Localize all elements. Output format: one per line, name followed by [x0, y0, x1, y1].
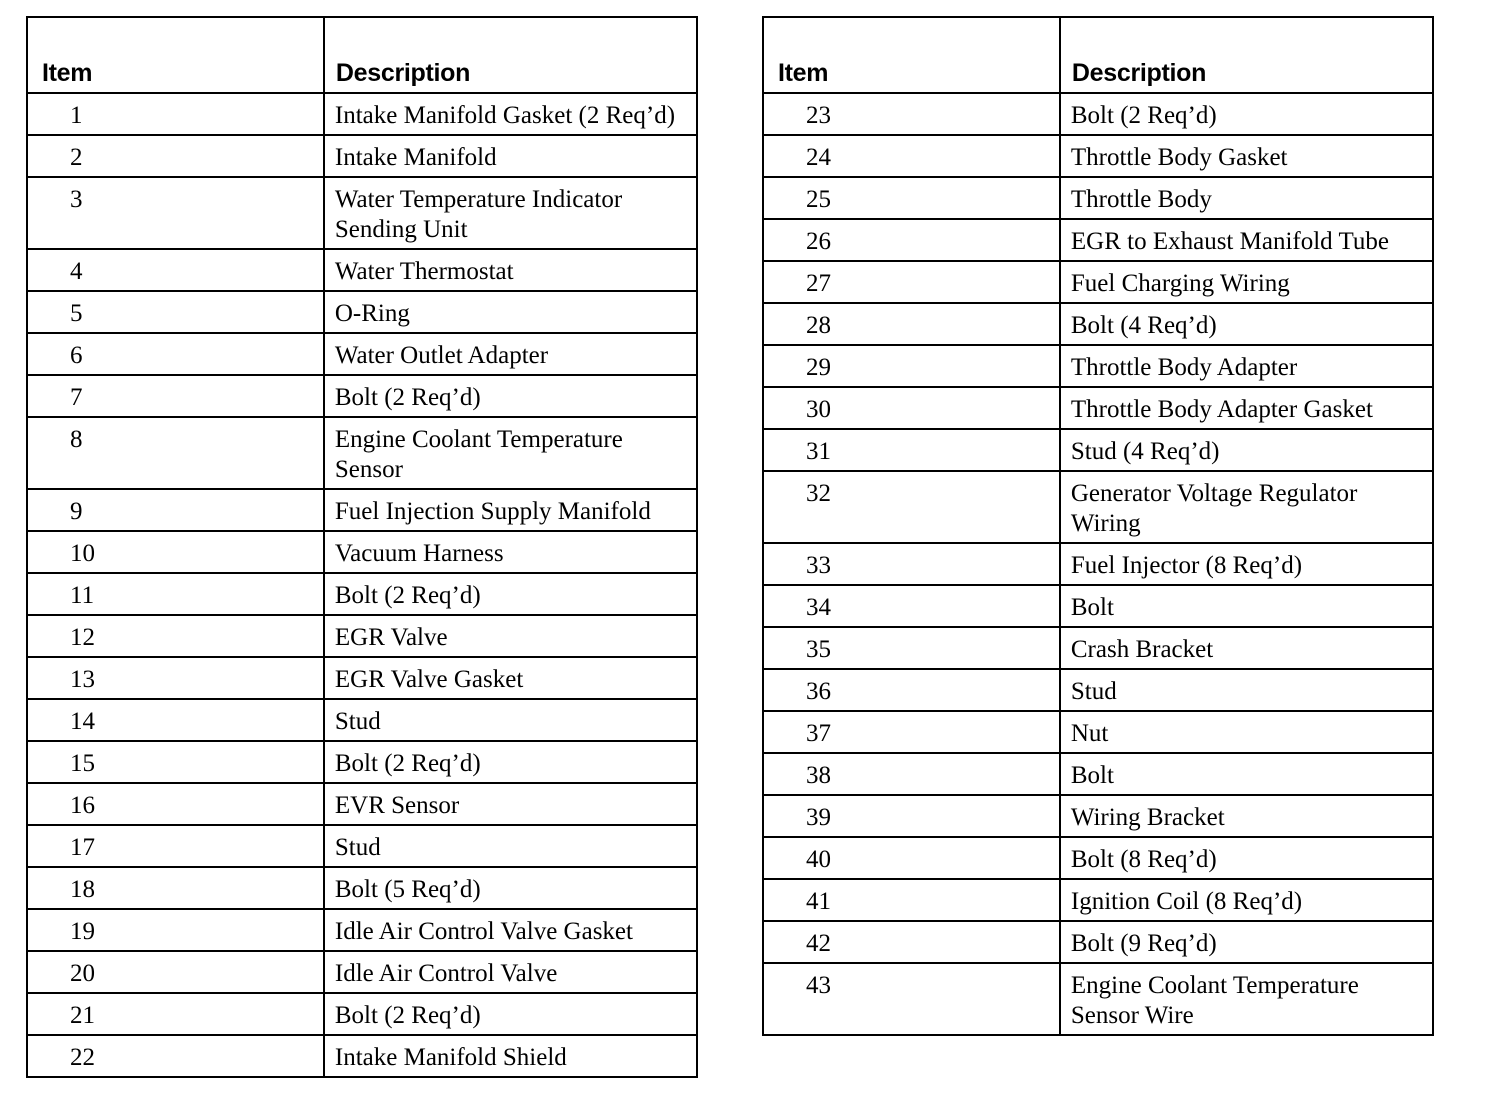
table-row [27, 333, 697, 375]
item-number: 33 [763, 543, 1060, 585]
item-number: 16 [27, 783, 324, 825]
item-number: 5 [27, 291, 324, 333]
item-description: Throttle Body Adapter Gasket [1060, 387, 1433, 429]
table-row [27, 783, 697, 825]
item-description: Intake Manifold [324, 135, 697, 177]
table-row [27, 951, 697, 993]
table-row [763, 711, 1433, 753]
item-description: Bolt (2 Req’d) [324, 993, 697, 1035]
item-number: 19 [27, 909, 324, 951]
item-number: 17 [27, 825, 324, 867]
item-number: 10 [27, 531, 324, 573]
item-number: 36 [763, 669, 1060, 711]
item-number: 29 [763, 345, 1060, 387]
item-number: 40 [763, 837, 1060, 879]
item-description: Stud [324, 699, 697, 741]
item-description: Engine Coolant Temperature Sensor [324, 417, 697, 489]
item-number: 18 [27, 867, 324, 909]
item-description: Bolt (2 Req’d) [324, 573, 697, 615]
table-row [27, 135, 697, 177]
item-number: 25 [763, 177, 1060, 219]
item-number: 23 [763, 93, 1060, 135]
table-row [763, 303, 1433, 345]
item-description: EGR Valve [324, 615, 697, 657]
item-number: 35 [763, 627, 1060, 669]
table-row [27, 741, 697, 783]
item-description: Bolt (8 Req’d) [1060, 837, 1433, 879]
item-description: Stud [1060, 669, 1433, 711]
item-number: 2 [27, 135, 324, 177]
table-row [763, 585, 1433, 627]
item-description: Water Thermostat [324, 249, 697, 291]
table-row [27, 417, 697, 489]
item-description: Generator Voltage Regulator Wiring [1060, 471, 1433, 543]
item-number: 6 [27, 333, 324, 375]
table-row [763, 219, 1433, 261]
table-header-row [27, 17, 697, 93]
item-number: 14 [27, 699, 324, 741]
table-row [27, 573, 697, 615]
table-row [763, 921, 1433, 963]
item-description: Fuel Injector (8 Req’d) [1060, 543, 1433, 585]
item-number: 24 [763, 135, 1060, 177]
table-row [27, 993, 697, 1035]
item-description: Intake Manifold Gasket (2 Req’d) [324, 93, 697, 135]
item-number: 15 [27, 741, 324, 783]
item-description: EVR Sensor [324, 783, 697, 825]
item-description: Engine Coolant Temperature Sensor Wire [1060, 963, 1433, 1035]
item-number: 37 [763, 711, 1060, 753]
description-column-header: Description [1060, 17, 1433, 93]
table-row [27, 489, 697, 531]
item-description: Fuel Injection Supply Manifold [324, 489, 697, 531]
table-row [763, 93, 1433, 135]
table-row [763, 345, 1433, 387]
item-description: O-Ring [324, 291, 697, 333]
table-row [27, 93, 697, 135]
item-description: EGR Valve Gasket [324, 657, 697, 699]
item-number: 27 [763, 261, 1060, 303]
item-number: 22 [27, 1035, 324, 1077]
item-number: 41 [763, 879, 1060, 921]
item-number: 34 [763, 585, 1060, 627]
item-description: Bolt (2 Req’d) [324, 375, 697, 417]
table-row [27, 531, 697, 573]
item-description: Bolt (2 Req’d) [324, 741, 697, 783]
item-number: 8 [27, 417, 324, 489]
item-number: 20 [27, 951, 324, 993]
item-description: Intake Manifold Shield [324, 1035, 697, 1077]
table-row [763, 627, 1433, 669]
table-row [763, 135, 1433, 177]
item-description: Crash Bracket [1060, 627, 1433, 669]
item-description: Nut [1060, 711, 1433, 753]
item-number: 43 [763, 963, 1060, 1035]
item-number: 28 [763, 303, 1060, 345]
table-row [763, 177, 1433, 219]
table-row [763, 795, 1433, 837]
item-description: Water Outlet Adapter [324, 333, 697, 375]
item-number: 39 [763, 795, 1060, 837]
item-description: Bolt (9 Req’d) [1060, 921, 1433, 963]
item-number: 26 [763, 219, 1060, 261]
table-row [763, 387, 1433, 429]
table-row [27, 657, 697, 699]
table-row [27, 177, 697, 249]
parts-table-right [762, 16, 1434, 1036]
table-row [27, 615, 697, 657]
item-description: Stud (4 Req’d) [1060, 429, 1433, 471]
item-number: 38 [763, 753, 1060, 795]
item-description: Idle Air Control Valve [324, 951, 697, 993]
table-row [763, 879, 1433, 921]
parts-table-left-body [27, 93, 697, 1077]
table-row [763, 753, 1433, 795]
item-column-header: Item [763, 17, 1060, 93]
item-number: 12 [27, 615, 324, 657]
item-description: Vacuum Harness [324, 531, 697, 573]
table-header-row [763, 17, 1433, 93]
parts-table-right-body [763, 93, 1433, 1035]
parts-table-left [26, 16, 698, 1078]
item-number: 9 [27, 489, 324, 531]
item-number: 13 [27, 657, 324, 699]
item-column-header: Item [27, 17, 324, 93]
item-number: 30 [763, 387, 1060, 429]
item-description: Throttle Body Adapter [1060, 345, 1433, 387]
table-row [27, 291, 697, 333]
item-number: 11 [27, 573, 324, 615]
table-row [27, 249, 697, 291]
item-description: Bolt [1060, 753, 1433, 795]
item-number: 1 [27, 93, 324, 135]
item-description: Water Temperature Indicator Sending Unit [324, 177, 697, 249]
item-number: 21 [27, 993, 324, 1035]
item-description: Bolt [1060, 585, 1433, 627]
item-number: 31 [763, 429, 1060, 471]
item-description: Bolt (4 Req’d) [1060, 303, 1433, 345]
item-description: Ignition Coil (8 Req’d) [1060, 879, 1433, 921]
item-number: 3 [27, 177, 324, 249]
item-description: Throttle Body [1060, 177, 1433, 219]
item-description: Stud [324, 825, 697, 867]
table-row [27, 867, 697, 909]
description-column-header: Description [324, 17, 697, 93]
table-row [27, 825, 697, 867]
item-description: EGR to Exhaust Manifold Tube [1060, 219, 1433, 261]
table-row [27, 1035, 697, 1077]
item-description: Throttle Body Gasket [1060, 135, 1433, 177]
table-row [27, 375, 697, 417]
item-number: 7 [27, 375, 324, 417]
item-description: Idle Air Control Valve Gasket [324, 909, 697, 951]
item-description: Wiring Bracket [1060, 795, 1433, 837]
table-row [27, 699, 697, 741]
item-description: Fuel Charging Wiring [1060, 261, 1433, 303]
table-row [763, 963, 1433, 1035]
table-row [27, 909, 697, 951]
item-description: Bolt (2 Req’d) [1060, 93, 1433, 135]
table-row [763, 261, 1433, 303]
table-row [763, 669, 1433, 711]
item-number: 32 [763, 471, 1060, 543]
item-description: Bolt (5 Req’d) [324, 867, 697, 909]
table-row [763, 471, 1433, 543]
item-number: 4 [27, 249, 324, 291]
item-number: 42 [763, 921, 1060, 963]
table-row [763, 837, 1433, 879]
table-row [763, 543, 1433, 585]
table-row [763, 429, 1433, 471]
